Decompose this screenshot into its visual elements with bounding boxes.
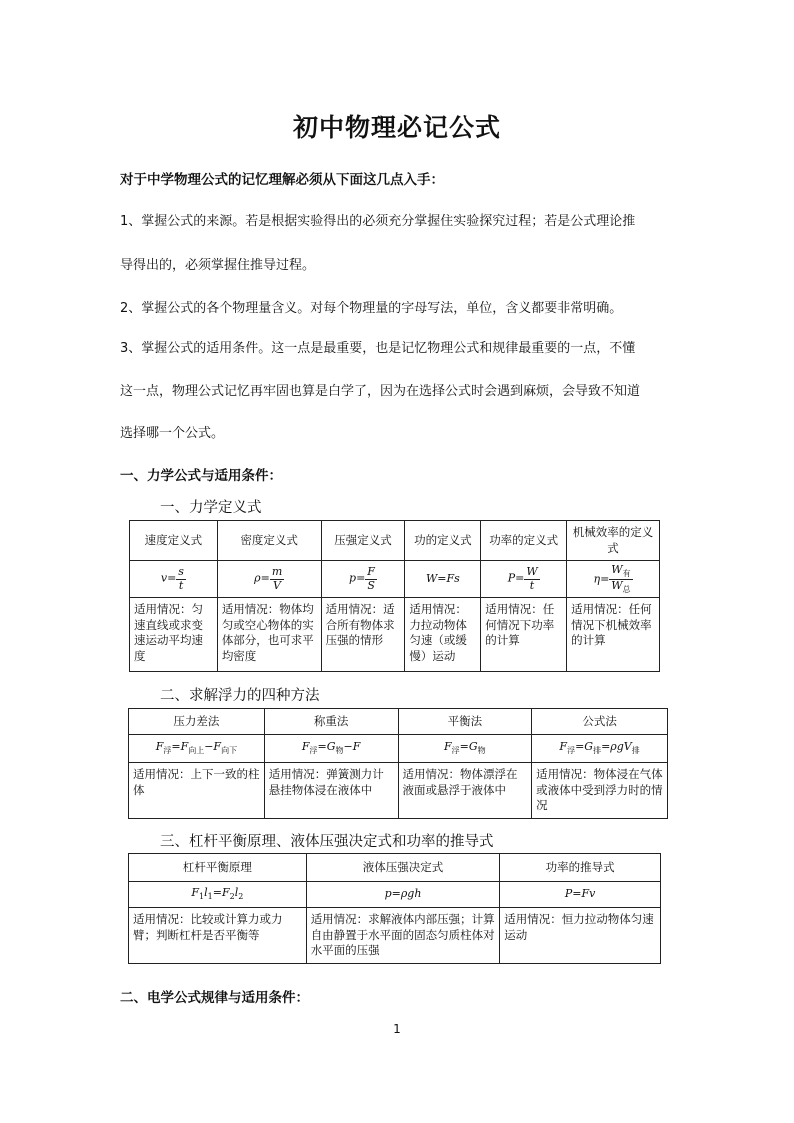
formula-row [129, 882, 661, 908]
formula-part: v= [160, 572, 177, 585]
formula-numerator: W [526, 565, 538, 579]
pressure-difference-formula [129, 735, 265, 763]
weighing-formula [264, 735, 398, 763]
page-title: 初中物理必记公式 [292, 113, 501, 142]
formula-part: F [191, 886, 200, 899]
table-header-cell: 称重法 [264, 709, 398, 735]
section-2-heading: 二、电学公式规律与适用条件： [120, 990, 309, 1006]
table-header-cell: 公式法 [532, 709, 668, 735]
table-header-cell: 功率的推导式 [500, 854, 661, 882]
formula-part: =G [459, 740, 478, 753]
density-formula [217, 561, 321, 598]
formula-part: P= [507, 572, 525, 585]
formula-part: p= [349, 572, 366, 585]
formula-denominator: t [529, 578, 535, 592]
point-3-line-2: 这一点，物理公式记忆再牢固也算是白学了，因为在选择公式时会遇到麻烦，会导致不知道 [120, 384, 641, 399]
derived-formulas-table [128, 853, 661, 964]
formula-row [129, 735, 668, 763]
condition-cell: 适用情况：上下一致的柱体 [129, 763, 265, 819]
condition-cell: 适用情况：物体浸在气体或液体中受到浮力时的情况 [532, 763, 668, 819]
condition-row [129, 908, 661, 964]
condition-cell: 适用情况：任何情况下机械效率的计算 [567, 598, 660, 672]
formula-subscript: 物 [335, 746, 344, 756]
table-header-row [129, 854, 661, 882]
formula-part: =G [317, 740, 336, 753]
condition-row [129, 763, 668, 819]
formula-part: =F [171, 740, 189, 753]
power-formula [481, 561, 567, 598]
velocity-formula [130, 561, 218, 598]
condition-cell: 适用情况：适合所有物体求压强的情形 [321, 598, 405, 672]
efficiency-formula [567, 561, 660, 598]
formula-subscript: 1 [199, 892, 205, 902]
condition-cell: 适用情况：物体漂浮在液面或悬浮于液体中 [398, 763, 532, 819]
formula-part: F [155, 740, 164, 753]
formula-row [130, 561, 660, 598]
formula-subscript: 浮 [567, 746, 576, 756]
point-1-line-2: 导得出的，必须掌握住推导过程。 [120, 258, 316, 273]
table-header-cell: 密度定义式 [217, 521, 321, 561]
condition-cell: 适用情况：匀速直线或求变速运动平均速度 [130, 598, 218, 672]
pressure-formula [321, 561, 405, 598]
point-3-line-1: 3、掌握公式的适用条件。这一点是最重要，也是记忆物理公式和规律最重要的一点，不懂 [120, 341, 636, 356]
table-2-heading: 二、求解浮力的四种方法 [160, 688, 320, 704]
formula-part: l [204, 886, 208, 899]
table-header-cell: 杠杆平衡原理 [129, 854, 307, 882]
derived-power-formula: P=Fv [500, 882, 661, 908]
table-header-cell: 平衡法 [398, 709, 532, 735]
table-header-cell: 机械效率的定义式 [567, 521, 660, 561]
formula-subscript: 2 [238, 892, 244, 902]
formula-subscript: 向下 [221, 746, 238, 756]
formula-subscript: 浮 [309, 746, 318, 756]
condition-row [130, 598, 660, 672]
condition-cell: 适用情况：比较或计算力或力臂；判断杠杆是否平衡等 [129, 908, 307, 964]
formula-numerator: m [271, 565, 283, 579]
formula-part: =ρgV [601, 740, 632, 753]
formula-denominator [609, 580, 632, 595]
mechanics-definition-table [129, 520, 660, 672]
table-3-heading: 三、杠杆平衡原理、液体压强决定式和功率的推导式 [160, 834, 494, 850]
formula-denominator: S [367, 578, 375, 592]
archimedes-formula [532, 735, 668, 763]
formula-part: W [611, 578, 623, 592]
point-1-line-1: 1、掌握公式的来源。若是根据实验得出的必须充分掌握住实验探究过程；若是公式理论推 [120, 214, 636, 229]
lever-formula [129, 882, 307, 908]
formula-denominator: t [178, 578, 184, 592]
formula-part: ρ= [254, 572, 270, 585]
page-number: 1 [393, 1022, 401, 1036]
table-header-cell: 压强定义式 [321, 521, 405, 561]
formula-subscript: 总 [622, 584, 631, 594]
formula-subscript: 有 [622, 568, 631, 578]
formula-numerator [609, 564, 632, 580]
table-header-cell: 压力差法 [129, 709, 265, 735]
formula-subscript: 浮 [163, 746, 172, 756]
formula-part: =G [575, 740, 594, 753]
formula-subscript: 排 [631, 746, 640, 756]
formula-part: −F [204, 740, 222, 753]
formula-part: F [444, 740, 452, 753]
point-2: 2、掌握公式的各个物理量含义。对每个物理量的字母写法，单位，含义都要非常明确。 [120, 301, 623, 316]
condition-cell: 适用情况：弹簧测力计悬挂物体浸在液体中 [264, 763, 398, 819]
formula-denominator: V [273, 578, 281, 592]
formula-subscript: 浮 [451, 746, 460, 756]
condition-cell: 适用情况：恒力拉动物体匀速运动 [500, 908, 661, 964]
formula-part: l [234, 886, 239, 899]
formula-part: −F [343, 740, 361, 753]
table-header-cell: 功的定义式 [405, 521, 481, 561]
intro-text: 对于中学物理公式的记忆理解必须从下面这几点入手： [120, 172, 444, 188]
formula-numerator: s [178, 565, 184, 579]
formula-numerator: F [367, 565, 375, 579]
formula-subscript: 1 [207, 892, 213, 902]
formula-part: η= [593, 572, 610, 585]
formula-subscript: 物 [477, 746, 486, 756]
formula-part: =F [212, 886, 230, 899]
formula-subscript: 向上 [188, 746, 205, 756]
work-formula: W=Fs [405, 561, 481, 598]
buoyancy-methods-table [128, 708, 668, 819]
table-1-heading: 一、力学定义式 [160, 500, 262, 516]
balance-formula [398, 735, 532, 763]
formula-part: F [559, 740, 568, 753]
table-header-row [129, 709, 668, 735]
section-1-heading: 一、力学公式与适用条件： [120, 468, 282, 484]
formula-subscript: 2 [229, 892, 235, 902]
table-header-cell: 速度定义式 [130, 521, 218, 561]
table-header-row [130, 521, 660, 561]
point-3-line-3: 选择哪一个公式。 [120, 426, 225, 441]
condition-cell: 适用情况：物体均匀或空心物体的实体部分，也可求平均密度 [217, 598, 321, 672]
table-header-cell: 液体压强决定式 [306, 854, 500, 882]
condition-cell: 适用情况：任何情况下功率的计算 [481, 598, 567, 672]
formula-subscript: 排 [593, 746, 602, 756]
condition-cell: 适用情况：力拉动物体匀速（或缓慢）运动 [405, 598, 481, 672]
table-header-cell: 功率的定义式 [481, 521, 567, 561]
condition-cell: 适用情况：求解液体内部压强；计算自由静置于水平面的固态匀质柱体对水平面的压强 [306, 908, 500, 964]
formula-part: F [301, 740, 310, 753]
liquid-pressure-formula: p=ρgh [306, 882, 500, 908]
formula-part: W [611, 562, 623, 576]
